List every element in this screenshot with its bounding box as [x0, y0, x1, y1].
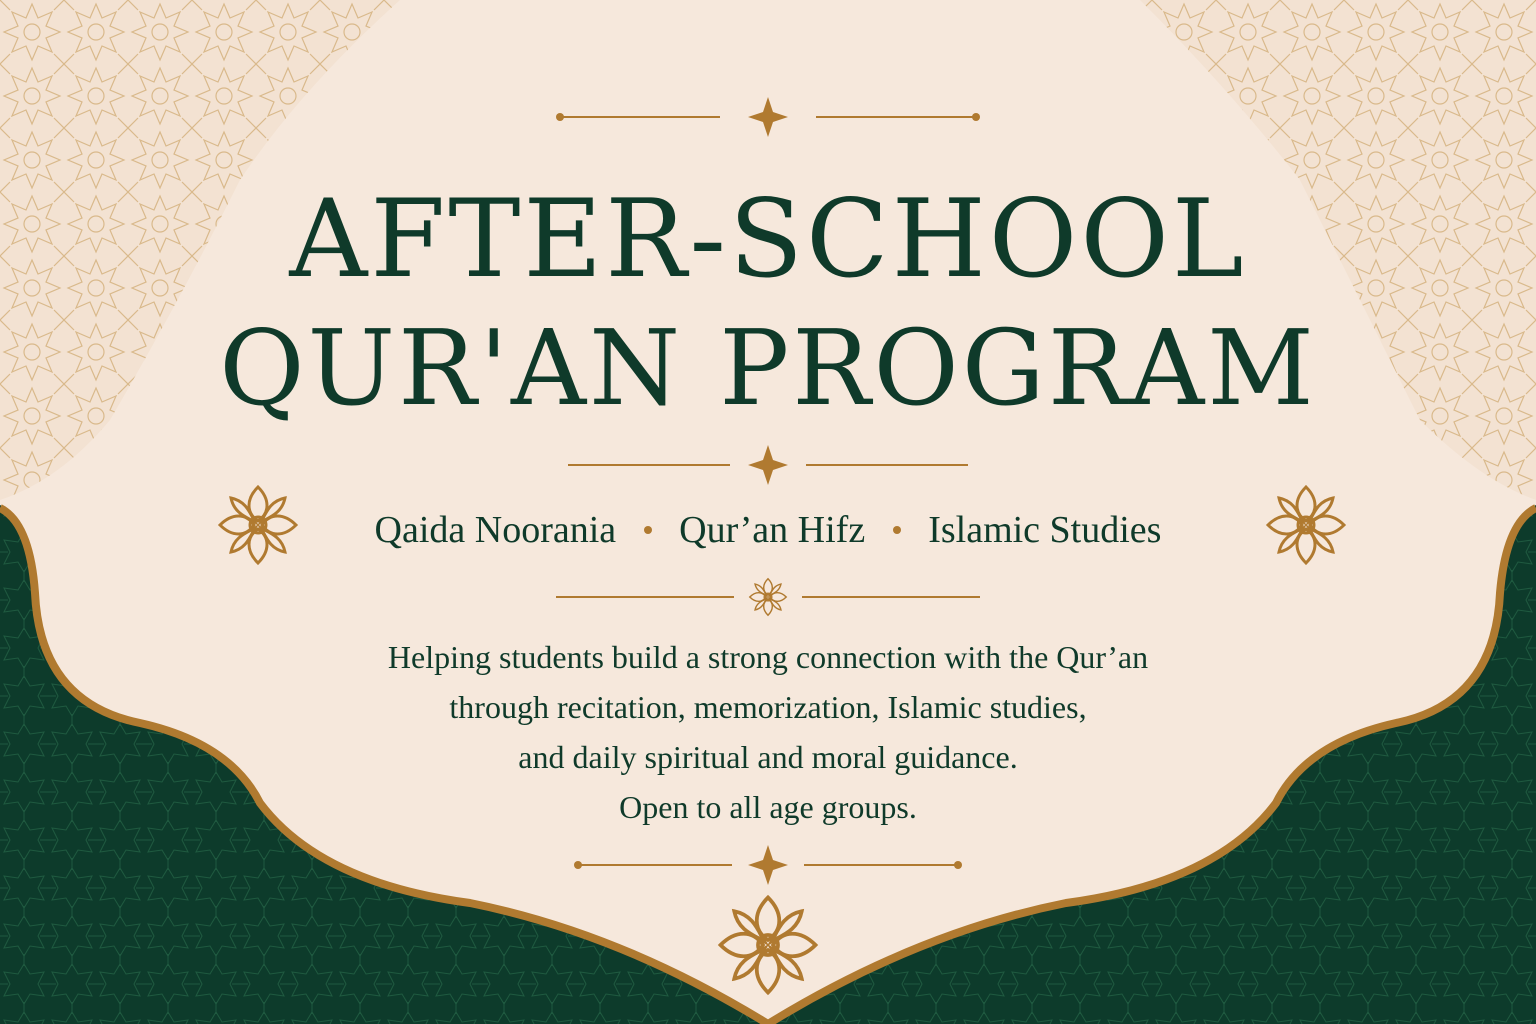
description-line: through recitation, memorization, Islamic studies,: [449, 689, 1087, 725]
subject-qaida-noorania: Qaida Noorania: [374, 509, 617, 551]
description-line: Helping students build a strong connection with the Qur’an: [387, 639, 1149, 675]
subject-islamic-studies: Islamic Studies: [928, 509, 1162, 551]
title-line-1: AFTER-SCHOOL: [289, 177, 1247, 302]
subject-quran-hifz: Qur’an Hifz: [679, 509, 866, 551]
description-line: Open to all age groups.: [619, 789, 917, 825]
description-line: and daily spiritual and moral guidance.: [518, 739, 1018, 775]
title-line-2: QUR'AN PROGRAM: [219, 307, 1317, 429]
